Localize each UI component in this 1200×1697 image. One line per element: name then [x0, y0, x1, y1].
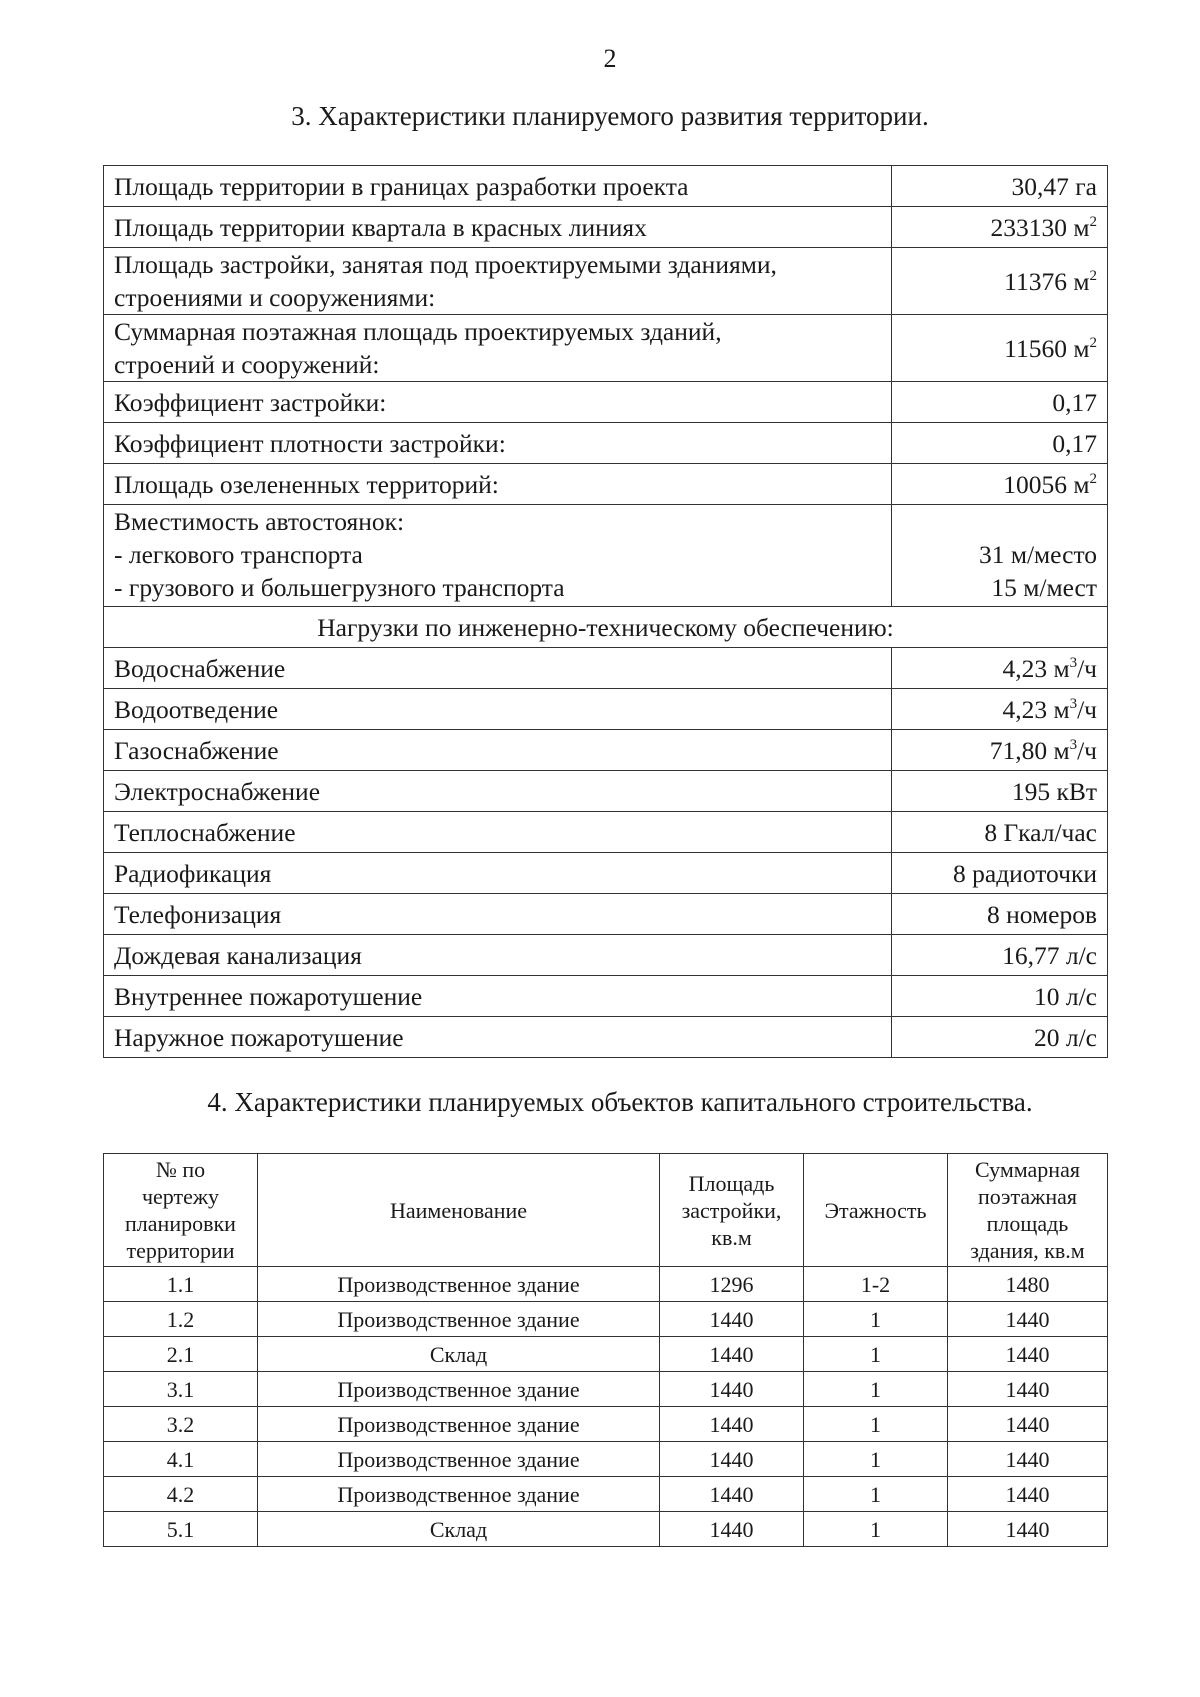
header-area: Площадь застройки, кв.м [660, 1154, 804, 1267]
cell-number: 4.1 [104, 1442, 258, 1477]
cell-number: 4.2 [104, 1477, 258, 1512]
cell-name: Производственное здание [258, 1477, 660, 1512]
territory-characteristics-table [103, 165, 1108, 1058]
cell-total: 1480 [948, 1267, 1108, 1302]
table-row [104, 1407, 1108, 1442]
loads-header: Нагрузки по инженерно-техническому обеспечению: [104, 607, 1108, 648]
cell-total: 1440 [948, 1477, 1108, 1512]
parking-row [104, 505, 1108, 607]
table-row [104, 1372, 1108, 1407]
load-label: Газоснабжение [104, 730, 892, 771]
load-label: Водоснабжение [104, 648, 892, 689]
load-value: 10 л/с [892, 976, 1108, 1017]
load-value: 71,80 $м^3/ч$ [892, 730, 1108, 771]
load-value: 8 номеров [892, 894, 1108, 935]
section-3-title: 3. Характеристики планируемого развития территории. [291, 101, 929, 131]
table-row [104, 648, 1108, 689]
row-label: Площадь территории квартала в красных линиях [104, 207, 892, 248]
load-label: Водоотведение [104, 689, 892, 730]
table-row [104, 166, 1108, 207]
cell-total: 1440 [948, 1512, 1108, 1547]
table-row [104, 689, 1108, 730]
cell-floors: 1 [804, 1442, 948, 1477]
table-row [104, 976, 1108, 1017]
cell-number: 1.1 [104, 1267, 258, 1302]
cell-area: 1440 [660, 1302, 804, 1337]
table-row [104, 1017, 1108, 1058]
row-value: 0,17 [892, 382, 1108, 423]
cell-name: Производственное здание [258, 1372, 660, 1407]
cell-number: 3.2 [104, 1407, 258, 1442]
row-value: 30,47 га [892, 166, 1108, 207]
cell-total: 1440 [948, 1442, 1108, 1477]
load-value: 16,77 л/с [892, 935, 1108, 976]
table-row [104, 315, 1108, 382]
table-row [104, 423, 1108, 464]
load-value: 8 Гкал/час [892, 812, 1108, 853]
table-row [104, 1442, 1108, 1477]
cell-area: 1440 [660, 1442, 804, 1477]
table-row [104, 382, 1108, 423]
row-label: Коэффициент застройки: [104, 382, 892, 423]
row-label: Площадь озелененных территорий: [104, 464, 892, 505]
cell-area: 1440 [660, 1372, 804, 1407]
table-row [104, 812, 1108, 853]
load-label: Внутреннее пожаротушение [104, 976, 892, 1017]
parking-values: 31 м/место 15 м/мест [892, 505, 1108, 607]
cell-floors: 1 [804, 1477, 948, 1512]
cell-total: 1440 [948, 1407, 1108, 1442]
cell-number: 2.1 [104, 1337, 258, 1372]
row-value: 11560 $м^2$ [892, 315, 1108, 382]
table-row [104, 207, 1108, 248]
cell-floors: 1 [804, 1512, 948, 1547]
cell-floors: 1 [804, 1337, 948, 1372]
table-row [104, 1337, 1108, 1372]
table-row [104, 935, 1108, 976]
load-value: 8 радиоточки [892, 853, 1108, 894]
row-value: 11376 $м^2$ [892, 248, 1108, 315]
page-number: 2 [603, 44, 617, 73]
load-value: 20 л/с [892, 1017, 1108, 1058]
cell-name: Производственное здание [258, 1442, 660, 1477]
capital-construction-table [103, 1153, 1108, 1547]
load-label: Наружное пожаротушение [104, 1017, 892, 1058]
cell-total: 1440 [948, 1337, 1108, 1372]
row-label: Площадь застройки, занятая под проектируемыми зданиями, строениями и сооружениями: [104, 248, 892, 315]
cell-name: Производственное здание [258, 1407, 660, 1442]
table-row [104, 1302, 1108, 1337]
loads-header-row [104, 607, 1108, 648]
load-label: Электроснабжение [104, 771, 892, 812]
table-row [104, 464, 1108, 505]
parking-label: Вместимость автостоянок: - легкового транспорта - грузового и большегрузного транспорта [104, 505, 892, 607]
load-value: 4,23 $м^3/ч$ [892, 689, 1108, 730]
table-row [104, 894, 1108, 935]
cell-name: Склад [258, 1337, 660, 1372]
table-row [104, 730, 1108, 771]
row-label: Коэффициент плотности застройки: [104, 423, 892, 464]
header-name: Наименование [258, 1154, 660, 1267]
row-value: 233130 $м^2$ [892, 207, 1108, 248]
cell-area: 1440 [660, 1477, 804, 1512]
table-row [104, 248, 1108, 315]
cell-total: 1440 [948, 1302, 1108, 1337]
load-label: Радиофикация [104, 853, 892, 894]
header-total-area: Суммарная поэтажная площадь здания, кв.м [948, 1154, 1108, 1267]
table-row [104, 853, 1108, 894]
cell-area: 1296 [660, 1267, 804, 1302]
row-label: Суммарная поэтажная площадь проектируемых зданий, строений и сооружений: [104, 315, 892, 382]
row-value: 0,17 [892, 423, 1108, 464]
cell-floors: 1 [804, 1372, 948, 1407]
cell-area: 1440 [660, 1512, 804, 1547]
table-header-row [104, 1154, 1108, 1267]
cell-number: 1.2 [104, 1302, 258, 1337]
table-row [104, 1267, 1108, 1302]
cell-floors: 1-2 [804, 1267, 948, 1302]
cell-name: Производственное здание [258, 1267, 660, 1302]
row-value: 10056 $м^2$ [892, 464, 1108, 505]
cell-area: 1440 [660, 1337, 804, 1372]
load-label: Телефонизация [104, 894, 892, 935]
load-label: Теплоснабжение [104, 812, 892, 853]
table-row [104, 771, 1108, 812]
row-label: Площадь территории в границах разработки проекта [104, 166, 892, 207]
cell-name: Склад [258, 1512, 660, 1547]
cell-number: 3.1 [104, 1372, 258, 1407]
section-4-title: 4. Характеристики планируемых объектов капитального строительства. [207, 1087, 1033, 1117]
load-label: Дождевая канализация [104, 935, 892, 976]
cell-area: 1440 [660, 1407, 804, 1442]
table-row [104, 1477, 1108, 1512]
cell-number: 5.1 [104, 1512, 258, 1547]
header-number: № по чертежу планировки территории [104, 1154, 258, 1267]
header-floors: Этажность [804, 1154, 948, 1267]
cell-total: 1440 [948, 1372, 1108, 1407]
table-row [104, 1512, 1108, 1547]
load-value: 195 кВт [892, 771, 1108, 812]
load-value: 4,23 $м^3/ч$ [892, 648, 1108, 689]
cell-floors: 1 [804, 1407, 948, 1442]
cell-floors: 1 [804, 1302, 948, 1337]
cell-name: Производственное здание [258, 1302, 660, 1337]
